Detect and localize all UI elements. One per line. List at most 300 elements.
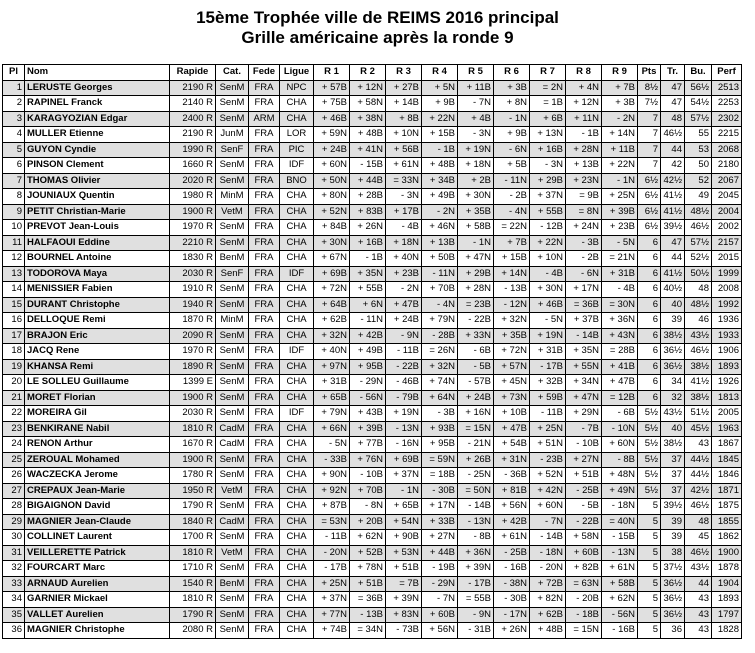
table-cell: 44: [685, 576, 712, 592]
table-cell: + 16N: [458, 406, 494, 422]
table-cell: 38½: [685, 390, 712, 406]
table-cell: 1980 R: [170, 189, 216, 205]
table-cell: 36½: [661, 576, 685, 592]
table-cell: + 12N: [350, 80, 386, 96]
table-cell: = 33N: [386, 173, 422, 189]
table-cell: CHA: [280, 592, 314, 608]
table-cell: - 6B: [458, 344, 494, 360]
table-cell: = 36B: [566, 297, 602, 313]
table-cell: - 18N: [602, 499, 638, 515]
table-cell: + 58B: [602, 576, 638, 592]
table-cell: + 37N: [314, 592, 350, 608]
table-cell: + 49B: [422, 189, 458, 205]
table-cell: CHA: [280, 514, 314, 530]
table-cell: + 51N: [530, 437, 566, 453]
table-cell: + 52N: [314, 204, 350, 220]
table-row: [3, 437, 742, 453]
table-cell: FRA: [249, 483, 280, 499]
table-cell: + 95B: [350, 359, 386, 375]
table-cell: + 69B: [386, 452, 422, 468]
table-cell: - 16B: [494, 561, 530, 577]
table-cell: + 23N: [566, 173, 602, 189]
table-cell: JACQ Rene: [25, 344, 170, 360]
table-cell: SenM: [216, 80, 249, 96]
table-cell: - 17N: [494, 607, 530, 623]
table-cell: + 79N: [422, 313, 458, 329]
table-cell: 1790 R: [170, 499, 216, 515]
table-cell: FRA: [249, 173, 280, 189]
table-cell: 38: [661, 545, 685, 561]
table-cell: + 41B: [602, 359, 638, 375]
table-cell: + 62B: [530, 607, 566, 623]
table-cell: - 2N: [386, 282, 422, 298]
table-cell: 6: [638, 313, 661, 329]
table-cell: FRA: [249, 142, 280, 158]
table-cell: SenM: [216, 390, 249, 406]
table-cell: 6: [638, 297, 661, 313]
table-cell: 1813: [712, 390, 742, 406]
table-cell: = 18B: [422, 468, 458, 484]
table-cell: + 54B: [494, 437, 530, 453]
table-cell: + 55N: [566, 359, 602, 375]
table-cell: FRA: [249, 452, 280, 468]
table-cell: - 15B: [602, 530, 638, 546]
table-cell: + 11N: [566, 111, 602, 127]
table-cell: + 83B: [350, 204, 386, 220]
table-cell: 5: [638, 623, 661, 639]
table-cell: - 13B: [494, 282, 530, 298]
table-cell: FRA: [249, 220, 280, 236]
table-cell: 44½: [685, 452, 712, 468]
table-cell: + 61N: [494, 530, 530, 546]
table-cell: FRA: [249, 204, 280, 220]
table-cell: 57½: [685, 235, 712, 251]
table-cell: 6: [638, 375, 661, 391]
table-cell: SenM: [216, 173, 249, 189]
table-cell: - 13N: [602, 545, 638, 561]
table-cell: - 10N: [602, 421, 638, 437]
table-cell: - 6N: [566, 266, 602, 282]
table-cell: CHA: [280, 576, 314, 592]
table-cell: 48½: [685, 297, 712, 313]
table-cell: 4: [3, 127, 25, 143]
table-cell: 7: [638, 158, 661, 174]
table-cell: 7: [3, 173, 25, 189]
table-cell: = 50N: [458, 483, 494, 499]
table-cell: SenM: [216, 297, 249, 313]
table-cell: + 55B: [350, 282, 386, 298]
table-cell: 1700 R: [170, 530, 216, 546]
table-cell: 2400 R: [170, 111, 216, 127]
table-cell: - 11N: [494, 173, 530, 189]
table-cell: + 54N: [386, 514, 422, 530]
table-row: [3, 235, 742, 251]
column-header: R 2: [350, 65, 386, 81]
table-cell: 51½: [685, 406, 712, 422]
table-cell: 44: [661, 251, 685, 267]
table-cell: 39: [661, 514, 685, 530]
table-cell: + 34N: [566, 375, 602, 391]
table-cell: BOURNEL Antoine: [25, 251, 170, 267]
table-cell: - 23B: [530, 452, 566, 468]
table-cell: 39: [661, 313, 685, 329]
table-cell: + 70B: [422, 282, 458, 298]
table-cell: 52½: [685, 251, 712, 267]
table-cell: + 50N: [314, 173, 350, 189]
table-cell: + 37N: [386, 468, 422, 484]
table-cell: + 84B: [314, 220, 350, 236]
table-cell: - 28B: [422, 328, 458, 344]
table-cell: + 18N: [458, 158, 494, 174]
table-cell: 46½: [685, 220, 712, 236]
table-cell: SenM: [216, 359, 249, 375]
table-cell: - 17B: [314, 561, 350, 577]
table-cell: - 2N: [422, 204, 458, 220]
table-cell: BENKIRANE Nabil: [25, 421, 170, 437]
table-cell: - 14B: [566, 328, 602, 344]
table-cell: + 34B: [422, 173, 458, 189]
table-cell: CHA: [280, 452, 314, 468]
table-cell: 27: [3, 483, 25, 499]
table-cell: + 66N: [314, 421, 350, 437]
table-cell: - 11B: [314, 530, 350, 546]
column-header: R 6: [494, 65, 530, 81]
table-cell: - 16B: [602, 623, 638, 639]
table-cell: FRA: [249, 235, 280, 251]
table-cell: 1992: [712, 297, 742, 313]
table-cell: VetM: [216, 545, 249, 561]
table-cell: + 58B: [458, 220, 494, 236]
table-cell: 41½: [661, 204, 685, 220]
column-header: Pl: [3, 65, 25, 81]
column-header: Bu.: [685, 65, 712, 81]
table-cell: + 74N: [422, 375, 458, 391]
table-cell: = 36B: [350, 592, 386, 608]
table-cell: + 60N: [530, 499, 566, 515]
table-cell: PREVOT Jean-Louis: [25, 220, 170, 236]
table-cell: + 60N: [314, 158, 350, 174]
table-cell: 5: [638, 530, 661, 546]
table-cell: 2005: [712, 406, 742, 422]
table-cell: 42½: [661, 173, 685, 189]
table-cell: BRAJON Eric: [25, 328, 170, 344]
table-cell: LOR: [280, 127, 314, 143]
table-cell: 5½: [638, 437, 661, 453]
table-cell: + 14N: [602, 127, 638, 143]
table-cell: 1963: [712, 421, 742, 437]
table-cell: 37: [661, 452, 685, 468]
table-cell: SenM: [216, 158, 249, 174]
table-cell: 2090 R: [170, 328, 216, 344]
table-cell: - 22B: [566, 514, 602, 530]
table-cell: = 15N: [458, 421, 494, 437]
table-cell: 21: [3, 390, 25, 406]
table-cell: - 17B: [458, 576, 494, 592]
table-cell: CHA: [280, 96, 314, 112]
table-cell: + 59N: [314, 127, 350, 143]
table-cell: 33: [3, 576, 25, 592]
table-cell: + 48B: [350, 127, 386, 143]
table-cell: 1900 R: [170, 452, 216, 468]
table-cell: = 12B: [602, 390, 638, 406]
table-cell: - 16N: [386, 437, 422, 453]
table-cell: 7½: [638, 96, 661, 112]
table-cell: 46½: [685, 545, 712, 561]
table-cell: + 39B: [602, 204, 638, 220]
table-cell: - 17B: [530, 359, 566, 375]
table-cell: + 4N: [566, 80, 602, 96]
table-cell: + 29B: [530, 173, 566, 189]
column-header: R 4: [422, 65, 458, 81]
table-cell: - 9N: [386, 328, 422, 344]
table-cell: 6: [638, 390, 661, 406]
table-cell: 6½: [638, 173, 661, 189]
table-cell: SenM: [216, 328, 249, 344]
table-cell: 43: [685, 623, 712, 639]
table-cell: CadM: [216, 437, 249, 453]
table-cell: 48½: [685, 204, 712, 220]
table-row: [3, 251, 742, 267]
table-cell: 1845: [712, 452, 742, 468]
table-cell: 45½: [685, 421, 712, 437]
table-cell: + 81B: [494, 483, 530, 499]
table-cell: KHANSA Remi: [25, 359, 170, 375]
table-cell: FRA: [249, 328, 280, 344]
table-cell: + 10B: [494, 406, 530, 422]
table-cell: + 30N: [314, 235, 350, 251]
column-header: Nom: [25, 65, 170, 81]
table-cell: KARAGYOZIAN Edgar: [25, 111, 170, 127]
table-cell: 37: [661, 468, 685, 484]
table-cell: 43½: [661, 406, 685, 422]
table-cell: + 13B: [566, 158, 602, 174]
table-cell: PINSON Clement: [25, 158, 170, 174]
table-cell: + 65B: [314, 390, 350, 406]
table-cell: + 62N: [602, 592, 638, 608]
table-cell: FRA: [249, 375, 280, 391]
table-cell: CadM: [216, 514, 249, 530]
table-cell: + 49B: [350, 344, 386, 360]
table-cell: = 23B: [458, 297, 494, 313]
table-cell: + 6N: [350, 297, 386, 313]
table-cell: + 6B: [530, 111, 566, 127]
table-cell: BIGAIGNON David: [25, 499, 170, 515]
table-cell: = 59N: [422, 452, 458, 468]
table-cell: 1940 R: [170, 297, 216, 313]
table-cell: - 38N: [494, 576, 530, 592]
table-cell: PETIT Christian-Marie: [25, 204, 170, 220]
table-cell: + 50B: [422, 251, 458, 267]
table-cell: 49: [685, 189, 712, 205]
table-cell: FRA: [249, 437, 280, 453]
table-cell: + 32N: [494, 313, 530, 329]
table-cell: MAGNIER Christophe: [25, 623, 170, 639]
table-cell: FRA: [249, 158, 280, 174]
table-cell: + 52B: [350, 545, 386, 561]
table-cell: + 93B: [422, 421, 458, 437]
table-cell: FRA: [249, 421, 280, 437]
table-cell: + 62N: [350, 530, 386, 546]
table-cell: 6½: [638, 220, 661, 236]
table-cell: + 77B: [350, 437, 386, 453]
table-cell: 5: [638, 576, 661, 592]
table-cell: IDF: [280, 344, 314, 360]
table-cell: 39½: [661, 499, 685, 515]
table-cell: 47: [661, 80, 685, 96]
table-cell: FRA: [249, 313, 280, 329]
table-cell: + 90B: [386, 530, 422, 546]
table-cell: CHA: [280, 390, 314, 406]
table-cell: + 72N: [494, 344, 530, 360]
table-cell: SenM: [216, 406, 249, 422]
table-cell: 1790 R: [170, 607, 216, 623]
table-cell: CHA: [280, 204, 314, 220]
table-cell: 47: [661, 96, 685, 112]
table-row: [3, 468, 742, 484]
table-cell: + 76N: [350, 452, 386, 468]
table-cell: + 22N: [530, 235, 566, 251]
table-cell: + 20B: [350, 514, 386, 530]
table-cell: FRA: [249, 282, 280, 298]
table-cell: - 30B: [494, 592, 530, 608]
table-cell: 1810 R: [170, 545, 216, 561]
table-cell: FRA: [249, 390, 280, 406]
table-cell: 6: [638, 266, 661, 282]
table-cell: + 27N: [566, 452, 602, 468]
table-cell: + 3B: [494, 80, 530, 96]
column-header: Rapide: [170, 65, 216, 81]
table-row: [3, 96, 742, 112]
table-cell: + 24B: [386, 313, 422, 329]
table-cell: CHA: [280, 251, 314, 267]
table-cell: - 8B: [458, 530, 494, 546]
table-cell: 40: [661, 421, 685, 437]
table-cell: - 10B: [350, 468, 386, 484]
table-cell: SenM: [216, 468, 249, 484]
table-cell: BNO: [280, 173, 314, 189]
table-cell: 36: [661, 623, 685, 639]
table-cell: - 56N: [602, 607, 638, 623]
table-cell: + 13N: [530, 127, 566, 143]
table-cell: CHA: [280, 530, 314, 546]
table-cell: - 21N: [458, 437, 494, 453]
table-cell: + 47B: [386, 297, 422, 313]
table-cell: + 47B: [602, 375, 638, 391]
table-cell: 2015: [712, 251, 742, 267]
table-cell: MAGNIER Jean-Claude: [25, 514, 170, 530]
table-cell: 2215: [712, 127, 742, 143]
table-cell: 34: [3, 592, 25, 608]
table-cell: - 1B: [422, 142, 458, 158]
table-cell: 1855: [712, 514, 742, 530]
table-cell: + 19N: [458, 142, 494, 158]
table-cell: FRA: [249, 468, 280, 484]
table-cell: + 46B: [314, 111, 350, 127]
table-cell: 5: [638, 545, 661, 561]
table-cell: + 47B: [494, 421, 530, 437]
table-cell: CadM: [216, 421, 249, 437]
table-cell: - 5N: [530, 313, 566, 329]
table-cell: CHA: [280, 313, 314, 329]
table-cell: 1933: [712, 328, 742, 344]
table-cell: 53: [685, 142, 712, 158]
table-cell: SenM: [216, 235, 249, 251]
table-cell: + 30N: [530, 282, 566, 298]
table-cell: 34: [661, 375, 685, 391]
table-cell: + 82B: [566, 561, 602, 577]
table-cell: + 47N: [566, 390, 602, 406]
table-cell: - 3N: [530, 158, 566, 174]
table-cell: 57½: [685, 111, 712, 127]
table-cell: - 30B: [422, 483, 458, 499]
table-cell: 43: [685, 437, 712, 453]
table-cell: + 11B: [458, 80, 494, 96]
table-cell: 2140 R: [170, 96, 216, 112]
table-cell: CHA: [280, 375, 314, 391]
table-cell: CHA: [280, 607, 314, 623]
table-cell: CHA: [280, 421, 314, 437]
table-cell: 46½: [685, 499, 712, 515]
table-cell: + 22N: [602, 158, 638, 174]
table-cell: + 25N: [530, 421, 566, 437]
table-cell: + 40N: [386, 251, 422, 267]
table-cell: + 58N: [566, 530, 602, 546]
table-cell: + 42N: [530, 483, 566, 499]
table-cell: 12: [3, 251, 25, 267]
table-cell: MOREIRA Gil: [25, 406, 170, 422]
table-cell: = 15N: [566, 623, 602, 639]
table-cell: FRA: [249, 514, 280, 530]
table-cell: + 17N: [422, 499, 458, 515]
table-cell: - 5N: [314, 437, 350, 453]
table-row: [3, 220, 742, 236]
table-cell: + 2B: [458, 173, 494, 189]
table-cell: + 56N: [422, 623, 458, 639]
header-row: [3, 65, 742, 81]
table-cell: - 18B: [566, 607, 602, 623]
table-cell: 1867: [712, 437, 742, 453]
table-cell: + 72N: [314, 282, 350, 298]
table-cell: 42½: [685, 483, 712, 499]
table-cell: + 26N: [350, 220, 386, 236]
table-cell: 1875: [712, 499, 742, 515]
table-cell: 52: [685, 173, 712, 189]
table-cell: + 31B: [530, 344, 566, 360]
table-cell: 6: [638, 344, 661, 360]
table-cell: + 47N: [458, 251, 494, 267]
table-cell: 2080 R: [170, 623, 216, 639]
table-cell: - 73B: [386, 623, 422, 639]
table-cell: 2004: [712, 204, 742, 220]
table-cell: SenM: [216, 282, 249, 298]
table-row: [3, 313, 742, 329]
table-cell: 32: [3, 561, 25, 577]
table-cell: MULLER Etienne: [25, 127, 170, 143]
table-row: [3, 142, 742, 158]
table-body: [3, 80, 742, 638]
table-cell: + 39N: [386, 592, 422, 608]
table-row: [3, 561, 742, 577]
column-header: Ligue: [280, 65, 314, 81]
table-row: [3, 514, 742, 530]
table-cell: CHA: [280, 468, 314, 484]
table-cell: + 35N: [566, 344, 602, 360]
table-cell: = 63N: [566, 576, 602, 592]
table-cell: 10: [3, 220, 25, 236]
table-row: [3, 111, 742, 127]
table-cell: - 6N: [494, 142, 530, 158]
table-cell: + 29B: [458, 266, 494, 282]
